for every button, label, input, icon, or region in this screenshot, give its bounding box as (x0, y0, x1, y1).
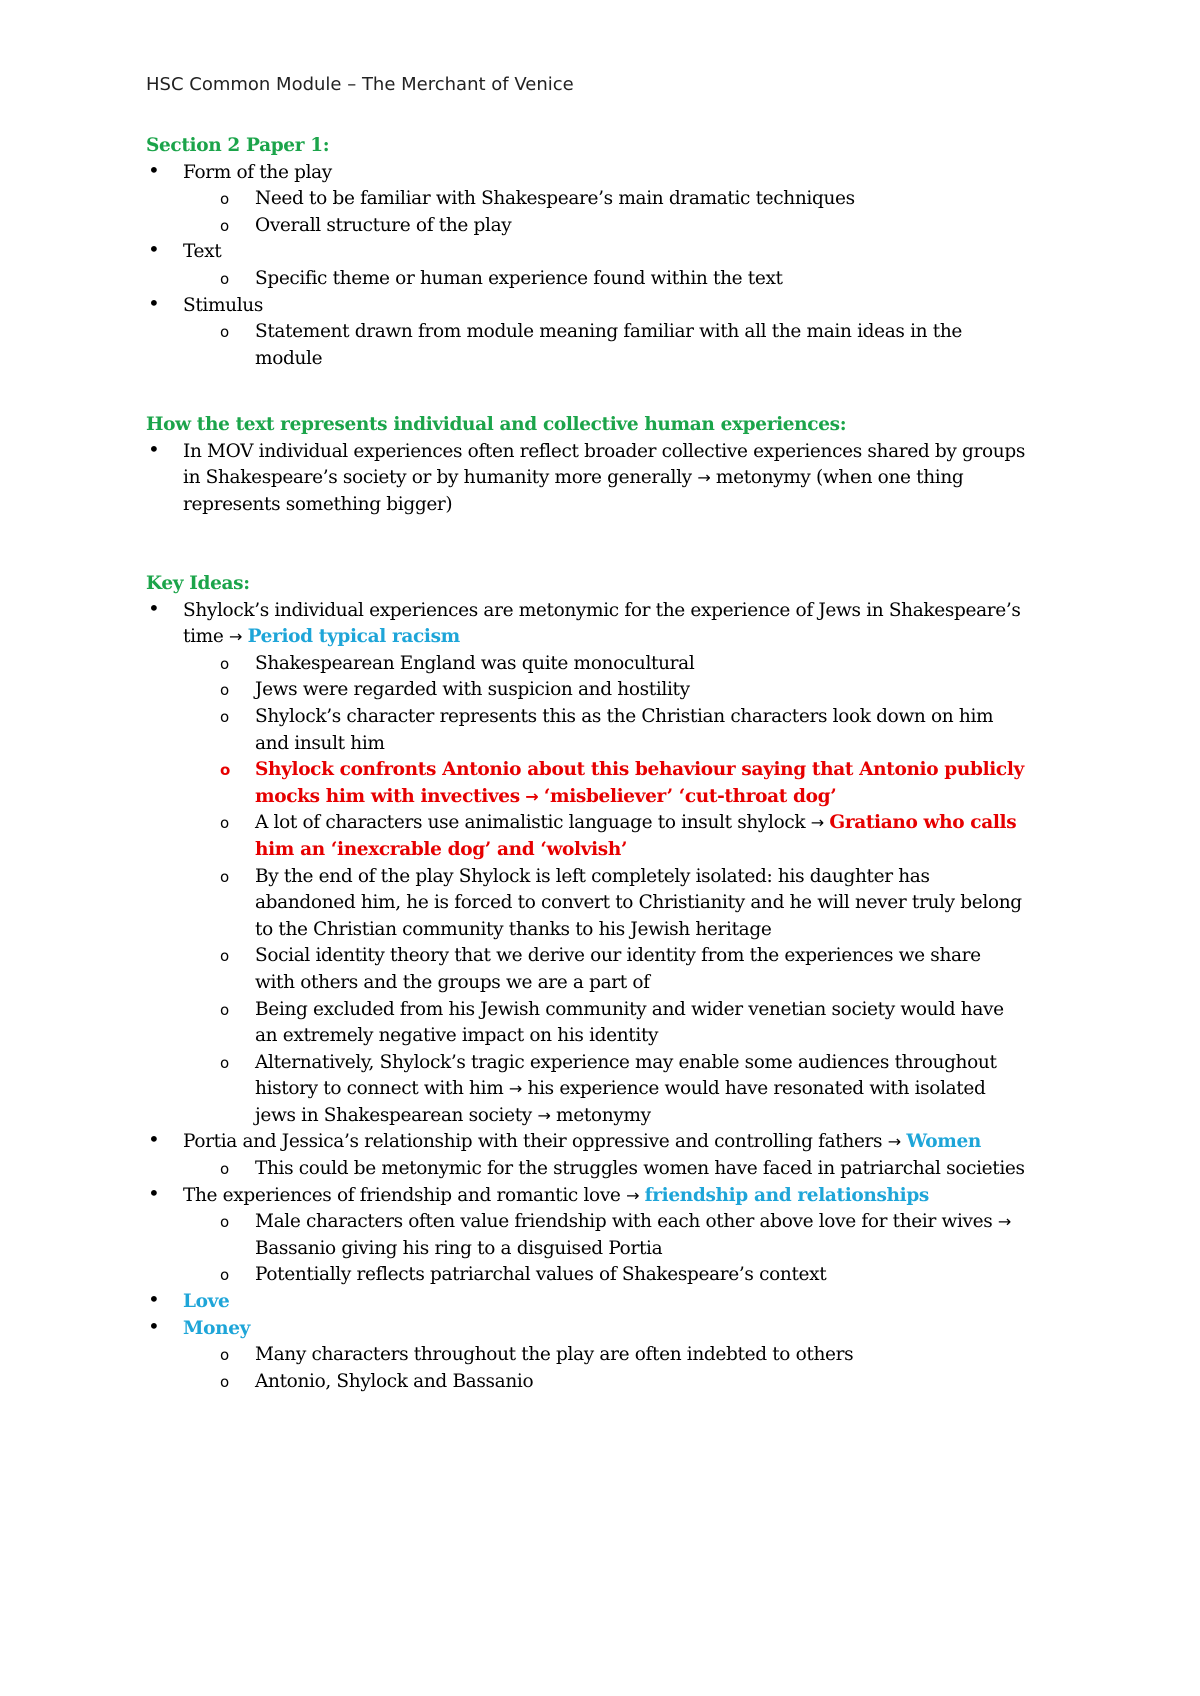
list-item: • Text (148, 237, 222, 263)
bullet-icon: • (148, 1127, 160, 1152)
arrow-right-icon: → (525, 786, 539, 806)
circle-bullet-icon: o (220, 323, 229, 342)
list-item: • The experiences of friendship and romantic love → friendship and relationships (148, 1180, 929, 1206)
list-item (146, 1313, 1086, 1343)
section-heading: How the text represents individual and collective human experiences: (146, 414, 847, 435)
section-human-experiences (146, 412, 1086, 518)
list-item-continuation: represents something bigger) (183, 493, 453, 515)
section-key-ideas (146, 571, 1086, 1395)
section-heading: Key Ideas: (146, 573, 250, 594)
theme-label: Love (183, 1291, 230, 1313)
sub-list-item: o A lot of characters use animalistic language to insult shylock → Gratiano who calls (146, 810, 1086, 837)
sub-list-item: o Specific theme or human experience found within the text (146, 266, 1086, 293)
theme-label: Period typical racism (247, 626, 460, 648)
sub-list-item: o Statement drawn from module meaning familiar with all the main ideas in the (146, 319, 1086, 346)
circle-bullet-icon: o (220, 867, 229, 886)
sub-list-item-continuation: and insult him (255, 732, 385, 754)
sub-list-item: o Shylock’s character represents this as the Christian characters look down on him (146, 704, 1086, 731)
circle-bullet-icon: o (220, 761, 230, 780)
section-paper-structure (146, 133, 1086, 372)
sub-list-item: o Male characters often value friendship with each other above love for their wives → (146, 1209, 1086, 1236)
circle-bullet-icon: o (220, 1053, 229, 1072)
arrow-right-icon: → (697, 468, 711, 488)
sub-list-item-continuation: Bassanio giving his ring to a disguised Portia (255, 1237, 663, 1259)
circle-bullet-icon: o (220, 707, 229, 726)
circle-bullet-icon: o (220, 947, 229, 966)
circle-bullet-icon: o (220, 269, 229, 288)
sub-list-item-continuation: mocks him with invectives → ‘misbeliever’ ‘cut-throat dog’ (255, 785, 837, 807)
arrow-right-icon: → (537, 1105, 551, 1125)
section-heading: Section 2 Paper 1: (146, 135, 330, 156)
sub-list-item: o Jews were regarded with suspicion and hostility (146, 677, 1086, 704)
sub-list-item: o Social identity theory that we derive our identity from the experiences we share (146, 943, 1086, 970)
list-item: • Portia and Jessica’s relationship with their oppressive and controlling fathers → Women (148, 1127, 981, 1153)
sub-list-item: o Being excluded from his Jewish community and wider venetian society would have (146, 997, 1086, 1024)
arrow-right-icon: → (228, 627, 243, 647)
bullet-icon: • (148, 436, 160, 461)
list-item: • Stimulus (148, 290, 264, 316)
sub-list-item-continuation: him an ‘inexcrable dog’ and ‘wolvish’ (255, 838, 628, 860)
circle-bullet-icon: o (220, 1346, 229, 1365)
sub-list-item: o Potentially reflects patriarchal values of Shakespeare’s context (146, 1262, 1086, 1289)
sub-list-item: o Antonio, Shylock and Bassanio (146, 1369, 1086, 1396)
circle-bullet-icon: o (220, 216, 229, 235)
sub-list-item: o By the end of the play Shylock is left completely isolated: his daughter has (146, 864, 1086, 891)
arrow-right-icon: → (887, 1132, 901, 1152)
sub-list-item: o Alternatively, Shylock’s tragic experience may enable some audiences throughout (146, 1050, 1086, 1077)
list-item-continuation: in Shakespeare’s society or by humanity more generally → metonymy (when one thing (183, 467, 964, 489)
sub-list-item: o Need to be familiar with Shakespeare’s main dramatic techniques (146, 186, 1086, 213)
sub-list-item: o Overall structure of the play (146, 213, 1086, 240)
theme-label: Women (906, 1131, 981, 1153)
bullet-icon: • (148, 1180, 160, 1205)
circle-bullet-icon: o (220, 1000, 229, 1019)
bullet-icon: • (148, 595, 160, 620)
sub-list-item-continuation: jews in Shakespearean society → metonymy (255, 1104, 651, 1126)
bullet-icon: • (148, 157, 160, 182)
circle-bullet-icon: o (220, 654, 229, 673)
circle-bullet-icon: o (220, 681, 229, 700)
sub-list-item-continuation: history to connect with him → his experience would have resonated with isolated (255, 1078, 986, 1100)
sub-list-item: o Many characters throughout the play are often indebted to others (146, 1342, 1086, 1369)
circle-bullet-icon: o (220, 1213, 229, 1232)
arrow-right-icon: → (810, 813, 824, 833)
circle-bullet-icon: o (220, 814, 229, 833)
sub-list-item-continuation: module (255, 347, 323, 369)
sub-list-item: o Shakespearean England was quite monocultural (146, 651, 1086, 678)
circle-bullet-icon: o (220, 1266, 229, 1285)
theme-label: Money (183, 1317, 251, 1339)
bullet-icon: • (148, 237, 160, 262)
sub-list-item-continuation: an extremely negative impact on his identity (255, 1025, 659, 1047)
bullet-icon: • (148, 290, 160, 315)
list-item-continuation: time → Period typical racism (183, 626, 460, 648)
page-header: HSC Common Module – The Merchant of Venice (146, 74, 574, 95)
list-item: • Shylock’s individual experiences are metonymic for the experience of Jews in Shakespeare’s (148, 595, 1021, 621)
theme-label: friendship and relationships (644, 1184, 929, 1206)
arrow-right-icon: → (626, 1185, 640, 1205)
sub-list-item-continuation: to the Christian community thanks to his Jewish heritage (255, 918, 772, 940)
sub-list-item-continuation: abandoned him, he is forced to convert to Christianity and he will never truly belong (255, 892, 1022, 914)
arrow-right-icon: → (508, 1079, 522, 1099)
list-item: • Form of the play (148, 157, 332, 183)
bullet-icon: • (148, 1287, 160, 1312)
sub-list-item: o Shylock confronts Antonio about this behaviour saying that Antonio publicly (146, 757, 1086, 784)
circle-bullet-icon: o (220, 190, 229, 209)
bullet-icon: • (148, 1313, 160, 1338)
arrow-right-icon: → (997, 1212, 1011, 1232)
circle-bullet-icon: o (220, 1372, 229, 1391)
sub-list-item: o This could be metonymic for the struggles women have faced in patriarchal societies (146, 1156, 1086, 1183)
circle-bullet-icon: o (220, 1160, 229, 1179)
list-item (146, 1289, 1086, 1316)
quote: ‘misbeliever’ ‘cut-throat dog’ (543, 785, 837, 807)
list-item: • In MOV individual experiences often reflect broader collective experiences shared by groups (148, 436, 1025, 462)
sub-list-item-continuation: with others and the groups we are a part of (255, 971, 650, 993)
